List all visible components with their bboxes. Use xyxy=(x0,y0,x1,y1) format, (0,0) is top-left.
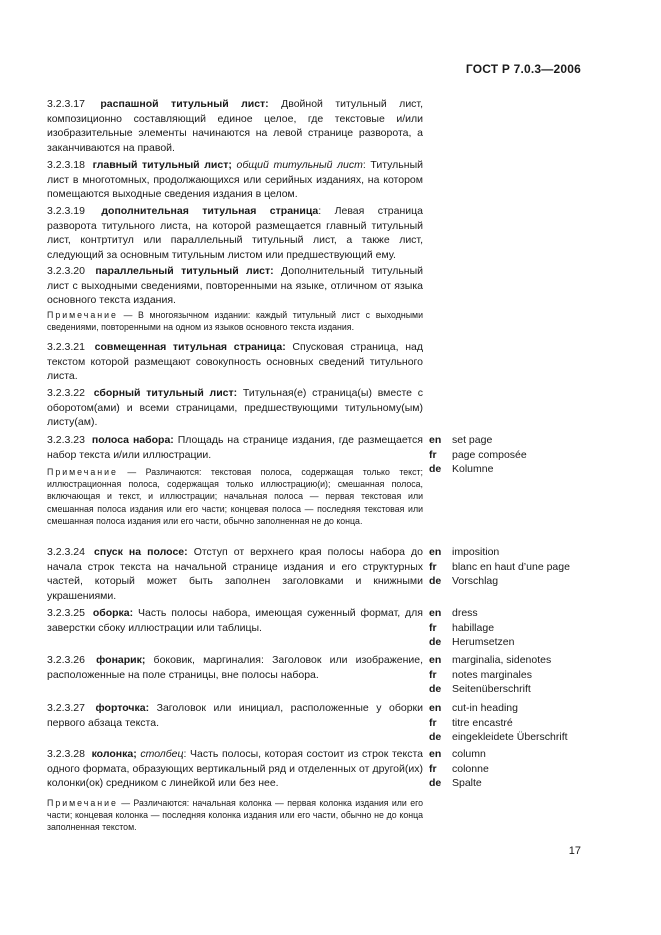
term-title: сборный титульный лист: xyxy=(93,387,238,399)
equivalent-term: Spalte xyxy=(452,777,482,790)
term-entry xyxy=(47,545,423,603)
lang-code: en xyxy=(429,434,442,446)
term-number: 3.2.3.18 xyxy=(47,159,85,171)
term-title: оборка: xyxy=(92,607,134,619)
equivalent-row xyxy=(429,462,619,477)
term-title: спуск на полосе: xyxy=(94,546,188,558)
equivalent-row xyxy=(429,574,619,589)
term-number: 3.2.3.22 xyxy=(47,387,85,399)
lang-code: en xyxy=(429,546,442,558)
term-entry xyxy=(47,204,423,262)
term-entry xyxy=(47,747,423,791)
term-entry xyxy=(47,606,423,635)
term-definition: Спусковая страница, над текстом которой размещают совокупность основных сведений титульного листа. xyxy=(47,341,423,383)
lang-code: fr xyxy=(429,448,437,461)
term-entry xyxy=(47,97,423,155)
equivalent-term: blanc en haut d’une page xyxy=(452,560,570,573)
equivalent-row xyxy=(429,701,619,716)
equivalent-term: marginalia, sidenotes xyxy=(452,654,552,666)
equivalent-term: set page xyxy=(452,434,493,446)
equivalent-term: Seitenüberschrift xyxy=(452,683,531,696)
equivalent-row xyxy=(429,433,619,448)
lang-code: de xyxy=(429,575,442,588)
lang-code: fr xyxy=(429,716,437,729)
term-number: 3.2.3.20 xyxy=(47,265,85,277)
term-definition: Титульная(е) страница(ы) вместе с оборотом(ами) и всеми страницами, предшествующими титульному(ым) листу(ам). xyxy=(47,387,423,429)
note-text: — Различаются: начальная колонка — первая колонка издания или его части; концевая колонка — последняя колонка издания или его части, обычно не до конца заполненная текстом. xyxy=(47,798,423,833)
term-number: 3.2.3.24 xyxy=(47,546,85,558)
equivalent-row xyxy=(429,668,619,683)
equivalent-row xyxy=(429,560,619,575)
term-definition: боковик, маргиналия: Заголовок или изображение, расположенные на поле страницы, вне полосы набора. xyxy=(47,654,424,681)
foreign-equivalents xyxy=(429,606,619,650)
term-definition: Площадь на странице издания, где размещается набор текста и/или иллюстрации. xyxy=(47,434,423,461)
term-number: 3.2.3.19 xyxy=(47,205,85,217)
lang-code: fr xyxy=(429,762,437,775)
page-number: 17 xyxy=(568,845,581,857)
equivalent-row xyxy=(429,762,619,777)
equivalent-row xyxy=(429,448,619,463)
equivalent-term: dress xyxy=(452,607,478,619)
equivalent-term: Kolumne xyxy=(452,463,494,476)
foreign-equivalents xyxy=(429,653,619,697)
term-entry xyxy=(47,701,423,730)
note-text: — Различаются: текстовая полоса, содержащая только текст; иллюстрационная полоса, содержащая только иллюстрацию(и); смешанная полоса, включающая и текст, и иллюстрации; начальная полоса — первая текстовая или смешанная полоса издания или его части; концевая полоса — последняя текстовая или смешанная полоса издания или его части, обычно заполненная не до конца. xyxy=(47,467,423,526)
term-number: 3.2.3.27 xyxy=(47,702,85,714)
term-definition: Отступ от верхнего края полосы набора до начала строк текста на начальной странице издания и его структурных частей, который может быть заполнен заголовками и книжными украшениями. xyxy=(47,546,424,602)
term-title: полоса набора: xyxy=(91,434,174,446)
term-title: форточка: xyxy=(95,702,150,714)
term-number: 3.2.3.28 xyxy=(47,748,85,760)
term-definition: Часть полосы набора, имеющая суженный формат, для заверстки сбоку иллюстрации или таблицы. xyxy=(47,607,423,634)
term-synonym: общий титульный лист xyxy=(231,159,363,171)
foreign-equivalents xyxy=(429,433,619,477)
term-definition: : Титульный лист в многотомных, продолжающихся или серийных изданиях, на котором помещаются выходные сведения издания в целом. xyxy=(47,159,423,201)
equivalent-term: colonne xyxy=(452,762,489,775)
equivalent-row xyxy=(429,635,619,650)
equivalent-row xyxy=(429,653,619,668)
equivalent-term: Herumsetzen xyxy=(452,636,515,649)
foreign-equivalents xyxy=(429,545,619,589)
equivalent-term: Vorschlag xyxy=(452,575,499,588)
equivalent-term: cut-in heading xyxy=(452,702,518,714)
equivalent-term: page composée xyxy=(452,448,527,461)
lang-code: en xyxy=(429,654,442,666)
note-label: Примечание xyxy=(47,798,118,808)
term-title: распашной титульный лист: xyxy=(100,98,269,110)
equivalent-term: imposition xyxy=(452,546,500,558)
term-definition: Двойной титульный лист, композиционно составляющий единое целое, где текстовые и/или изобразительные элементы начинаются на левой странице разворота, а заканчиваются на правой. xyxy=(47,98,423,154)
lang-code: de xyxy=(429,777,442,790)
note-text: — В многоязычном издании: каждый титульный лист с выходными сведениями, повторенными на одном из языков основного текста издания. xyxy=(47,310,423,333)
equivalent-term: eingekleidete Überschrift xyxy=(452,731,568,744)
equivalent-row xyxy=(429,747,619,762)
term-synonym: столбец xyxy=(136,748,184,760)
equivalent-row xyxy=(429,730,619,745)
term-number: 3.2.3.23 xyxy=(47,434,85,446)
equivalent-row xyxy=(429,716,619,731)
term-definition: : Левая страница разворота титульного листа, на которой размещается главный титульный лист, контртитул или параллельный титульный лист, а также лист, следующий за основным титульным листом или предшествующий ему. xyxy=(47,205,423,261)
equivalent-row xyxy=(429,545,619,560)
term-entry xyxy=(47,653,423,682)
note xyxy=(47,309,423,333)
term-number: 3.2.3.25 xyxy=(47,607,85,619)
standard-header: ГОСТ Р 7.0.3—2006 xyxy=(465,62,581,76)
lang-code: fr xyxy=(429,621,437,634)
lang-code: en xyxy=(429,607,442,619)
term-number: 3.2.3.26 xyxy=(47,654,85,666)
lang-code: fr xyxy=(429,560,437,573)
term-entry xyxy=(47,158,423,202)
term-title: колонка; xyxy=(91,748,137,760)
equivalent-term: titre encastré xyxy=(452,716,513,729)
lang-code: fr xyxy=(429,668,437,681)
term-number: 3.2.3.21 xyxy=(47,341,85,353)
term-title: фонарик; xyxy=(96,654,146,666)
lang-code: de xyxy=(429,636,442,649)
term-definition: Дополнительный титульный лист с выходными сведениями, повторенными на языке, отличном от языка основного текста издания. xyxy=(47,265,423,307)
equivalent-term: notes marginales xyxy=(452,668,532,681)
term-definition: Заголовок или инициал, расположенные у оборки первого абзаца текста. xyxy=(47,702,423,729)
lang-code: de xyxy=(429,463,442,476)
term-definition: : Часть полосы, которая состоит из строк текста одного формата, образующих вертикальный ряд и отделенных от другой(их) колонки(ок) средником с линейкой или без нее. xyxy=(47,748,423,790)
lang-code: en xyxy=(429,702,442,714)
foreign-equivalents xyxy=(429,747,619,791)
equivalent-term: habillage xyxy=(452,621,495,634)
lang-code: de xyxy=(429,683,442,696)
term-title: параллельный титульный лист: xyxy=(95,265,274,277)
term-entry xyxy=(47,433,423,462)
term-number: 3.2.3.17 xyxy=(47,98,85,110)
note-label: Примечание xyxy=(47,467,118,477)
equivalent-term: column xyxy=(452,748,486,760)
equivalent-row xyxy=(429,682,619,697)
term-title: дополнительная титульная страница xyxy=(101,205,319,217)
term-title: главный титульный лист; xyxy=(92,159,232,171)
lang-code: de xyxy=(429,731,442,744)
lang-code: en xyxy=(429,748,442,760)
term-title: совмещенная титульная страница: xyxy=(94,341,286,353)
term-entry xyxy=(47,264,423,308)
note xyxy=(47,797,423,834)
equivalent-row xyxy=(429,621,619,636)
note-label: Примечание xyxy=(47,310,118,320)
term-entry xyxy=(47,386,423,430)
foreign-equivalents xyxy=(429,701,619,745)
note xyxy=(47,466,423,527)
equivalent-row xyxy=(429,606,619,621)
term-entry xyxy=(47,340,423,384)
equivalent-row xyxy=(429,776,619,791)
